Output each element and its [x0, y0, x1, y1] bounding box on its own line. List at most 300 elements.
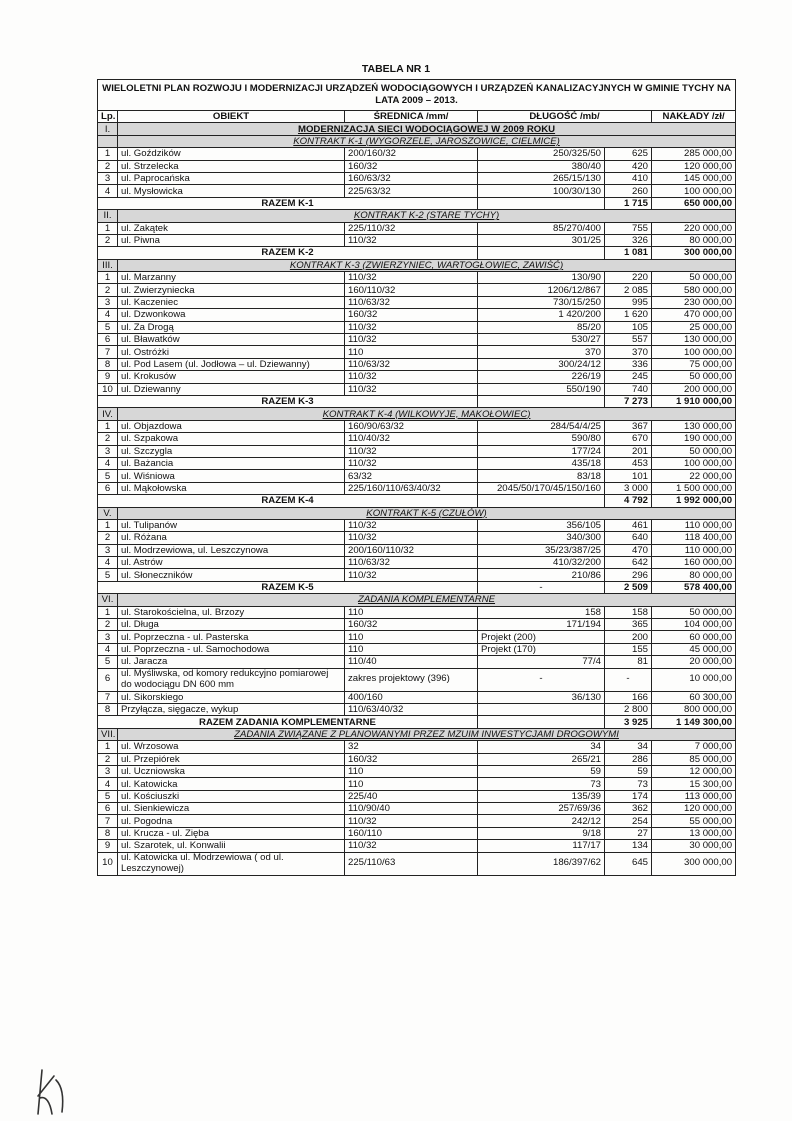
row-srednica: 110/32	[345, 532, 478, 544]
row-dlugosc-sum: 410	[605, 172, 652, 184]
row-dlugosc: 35/23/387/25	[478, 544, 605, 556]
table-row	[98, 284, 736, 296]
row-dlugosc: 210/86	[478, 569, 605, 581]
row-dlugosc-sum: -	[605, 668, 652, 691]
row-obiekt: ul. Szpakowa	[118, 433, 345, 445]
row-lp: 8	[98, 703, 118, 715]
row-naklady: 15 300,00	[652, 778, 736, 790]
row-naklady: 25 000,00	[652, 321, 736, 333]
row-obiekt: ul. Wrzosowa	[118, 741, 345, 753]
row-lp: 5	[98, 790, 118, 802]
contract-title: KONTRAKT K-1 (WYGORZELE, JAROSZOWICE, CIELMICE)	[118, 135, 736, 147]
total-label: RAZEM K-3	[98, 395, 478, 407]
row-lp: 3	[98, 445, 118, 457]
row-dlugosc: 242/12	[478, 815, 605, 827]
row-naklady: 120 000,00	[652, 803, 736, 815]
table-row	[98, 222, 736, 234]
row-srednica: 160/63/32	[345, 172, 478, 184]
row-dlugosc-sum: 420	[605, 160, 652, 172]
row-dlugosc: 77/4	[478, 656, 605, 668]
table-row	[98, 470, 736, 482]
row-dlugosc	[478, 703, 605, 715]
section-number: IV.	[98, 408, 118, 420]
table-row	[98, 643, 736, 655]
contract-heading-row	[98, 210, 736, 222]
row-lp: 1	[98, 272, 118, 284]
row-dlugosc: 300/24/12	[478, 358, 605, 370]
row-srednica: 110	[345, 606, 478, 618]
total-label: RAZEM K-4	[98, 495, 478, 507]
row-naklady: 80 000,00	[652, 234, 736, 246]
total-naklady: 578 400,00	[652, 581, 736, 593]
row-dlugosc: Projekt (200)	[478, 631, 605, 643]
row-srednica: 110/32	[345, 457, 478, 469]
row-naklady: 230 000,00	[652, 296, 736, 308]
table-row	[98, 519, 736, 531]
total-row	[98, 581, 736, 593]
row-obiekt: ul. Paprocańska	[118, 172, 345, 184]
row-lp: 9	[98, 840, 118, 852]
table-row	[98, 160, 736, 172]
row-srednica: 160/32	[345, 160, 478, 172]
row-srednica: 110	[345, 346, 478, 358]
section-number: V.	[98, 507, 118, 519]
row-dlugosc: 226/19	[478, 371, 605, 383]
table-row	[98, 852, 736, 875]
row-srednica: 160/32	[345, 309, 478, 321]
row-dlugosc-sum: 740	[605, 383, 652, 395]
row-obiekt: ul. Katowicka	[118, 778, 345, 790]
total-sum: 1 081	[605, 247, 652, 259]
row-dlugosc: 550/190	[478, 383, 605, 395]
row-lp: 6	[98, 803, 118, 815]
row-dlugosc-sum: 755	[605, 222, 652, 234]
row-dlugosc: 356/105	[478, 519, 605, 531]
row-srednica: 110/32	[345, 371, 478, 383]
row-naklady: 110 000,00	[652, 519, 736, 531]
table-row	[98, 482, 736, 494]
table-row	[98, 309, 736, 321]
row-srednica: 110/32	[345, 272, 478, 284]
row-dlugosc: 530/27	[478, 334, 605, 346]
row-naklady: 75 000,00	[652, 358, 736, 370]
total-row	[98, 247, 736, 259]
table-row	[98, 172, 736, 184]
row-srednica: 160/110	[345, 827, 478, 839]
row-naklady: 50 000,00	[652, 606, 736, 618]
row-dlugosc-sum: 2 085	[605, 284, 652, 296]
row-obiekt: ul. Modrzewiowa, ul. Leszczynowa	[118, 544, 345, 556]
row-dlugosc: 250/325/50	[478, 148, 605, 160]
row-dlugosc-sum: 557	[605, 334, 652, 346]
row-dlugosc: 340/300	[478, 532, 605, 544]
row-lp: 5	[98, 569, 118, 581]
total-naklady: 1 992 000,00	[652, 495, 736, 507]
total-row	[98, 197, 736, 209]
table-row	[98, 803, 736, 815]
table-row	[98, 668, 736, 691]
row-dlugosc-sum: 326	[605, 234, 652, 246]
row-dlugosc-sum: 155	[605, 643, 652, 655]
row-dlugosc-sum: 59	[605, 765, 652, 777]
total-mid	[478, 395, 605, 407]
row-dlugosc: 83/18	[478, 470, 605, 482]
row-dlugosc-sum: 461	[605, 519, 652, 531]
row-srednica: 200/160/110/32	[345, 544, 478, 556]
table-row	[98, 383, 736, 395]
row-naklady: 7 000,00	[652, 741, 736, 753]
row-obiekt: ul. Objazdowa	[118, 420, 345, 432]
row-lp: 2	[98, 532, 118, 544]
row-lp: 2	[98, 234, 118, 246]
total-mid	[478, 197, 605, 209]
row-naklady: 160 000,00	[652, 557, 736, 569]
contract-title: KONTRAKT K-3 (ZWIERZYNIEC, WARTOGŁOWIEC, ZAWIŚĆ)	[118, 259, 736, 271]
row-naklady: 85 000,00	[652, 753, 736, 765]
row-naklady: 145 000,00	[652, 172, 736, 184]
row-dlugosc: 730/15/250	[478, 296, 605, 308]
row-naklady: 104 000,00	[652, 619, 736, 631]
row-dlugosc-sum: 220	[605, 272, 652, 284]
row-dlugosc-sum: 470	[605, 544, 652, 556]
row-dlugosc-sum: 166	[605, 691, 652, 703]
row-lp: 1	[98, 606, 118, 618]
row-lp: 2	[98, 284, 118, 296]
row-lp: 9	[98, 371, 118, 383]
total-sum: 2 509	[605, 581, 652, 593]
section-number: VII.	[98, 728, 118, 740]
row-lp: 2	[98, 160, 118, 172]
row-srednica: 110/32	[345, 815, 478, 827]
row-lp: 6	[98, 334, 118, 346]
row-naklady: 12 000,00	[652, 765, 736, 777]
row-srednica: 32	[345, 741, 478, 753]
row-naklady: 120 000,00	[652, 160, 736, 172]
row-dlugosc: 9/18	[478, 827, 605, 839]
row-obiekt: ul. Zakątek	[118, 222, 345, 234]
row-obiekt: ul. Uczniowska	[118, 765, 345, 777]
row-lp: 1	[98, 222, 118, 234]
row-dlugosc-sum: 174	[605, 790, 652, 802]
total-label: RAZEM ZADANIA KOMPLEMENTARNE	[98, 716, 478, 728]
total-naklady: 650 000,00	[652, 197, 736, 209]
row-obiekt: ul. Katowicka ul. Modrzewiowa ( od ul. Leszczynowej)	[118, 852, 345, 875]
row-naklady: 13 000,00	[652, 827, 736, 839]
row-lp: 7	[98, 346, 118, 358]
row-dlugosc-sum: 73	[605, 778, 652, 790]
row-obiekt: ul. Dzwonkowa	[118, 309, 345, 321]
contract-heading-row	[98, 728, 736, 740]
table-row	[98, 358, 736, 370]
header-obiekt: OBIEKT	[118, 111, 345, 123]
row-srednica: 110	[345, 765, 478, 777]
row-srednica: 110/32	[345, 519, 478, 531]
row-srednica: 110/32	[345, 321, 478, 333]
row-srednica: 110	[345, 778, 478, 790]
row-naklady: 200 000,00	[652, 383, 736, 395]
row-obiekt: ul. Krucza - ul. Zięba	[118, 827, 345, 839]
row-lp: 7	[98, 691, 118, 703]
row-dlugosc: 1 420/200	[478, 309, 605, 321]
contract-title: ZADANIA KOMPLEMENTARNE	[118, 594, 736, 606]
row-dlugosc: 171/194	[478, 619, 605, 631]
section-heading-row	[98, 123, 736, 135]
row-obiekt: ul. Słoneczników	[118, 569, 345, 581]
row-lp: 4	[98, 457, 118, 469]
row-dlugosc-sum: 640	[605, 532, 652, 544]
table-row	[98, 532, 736, 544]
table-row	[98, 765, 736, 777]
table-row	[98, 272, 736, 284]
row-obiekt: ul. Marzanny	[118, 272, 345, 284]
table-row	[98, 234, 736, 246]
row-obiekt: ul. Astrów	[118, 557, 345, 569]
row-srednica: 110/40	[345, 656, 478, 668]
row-srednica: 225/160/110/63/40/32	[345, 482, 478, 494]
table-row	[98, 741, 736, 753]
table-row	[98, 840, 736, 852]
table-row	[98, 557, 736, 569]
row-naklady: 22 000,00	[652, 470, 736, 482]
total-sum: 7 273	[605, 395, 652, 407]
row-lp: 3	[98, 765, 118, 777]
row-dlugosc-sum: 34	[605, 741, 652, 753]
header-dlugosc: DŁUGOŚĆ /mb/	[478, 111, 652, 123]
row-dlugosc-sum: 625	[605, 148, 652, 160]
row-lp: 6	[98, 482, 118, 494]
total-sum: 3 925	[605, 716, 652, 728]
row-dlugosc: 265/15/130	[478, 172, 605, 184]
section-number: II.	[98, 210, 118, 222]
row-lp: 7	[98, 815, 118, 827]
row-dlugosc: -	[478, 668, 605, 691]
row-srednica: 110/63/32	[345, 358, 478, 370]
row-obiekt: ul. Dziewanny	[118, 383, 345, 395]
row-obiekt: ul. Goździków	[118, 148, 345, 160]
row-dlugosc-sum: 254	[605, 815, 652, 827]
table-row	[98, 346, 736, 358]
row-lp: 5	[98, 321, 118, 333]
contract-heading-row	[98, 259, 736, 271]
section-number: III.	[98, 259, 118, 271]
section-number: I.	[98, 123, 118, 135]
row-obiekt: ul. Pogodna	[118, 815, 345, 827]
row-dlugosc: 1206/12/867	[478, 284, 605, 296]
row-dlugosc: 410/32/200	[478, 557, 605, 569]
row-lp: 2	[98, 753, 118, 765]
row-srednica: 110/32	[345, 840, 478, 852]
row-srednica: 110/40/32	[345, 433, 478, 445]
table-title: WIELOLETNI PLAN ROZWOJU I MODERNIZACJI URZĄDZEŃ WODOCIĄGOWYCH I URZĄDZEŃ KANALIZACYJNYCH W GMINIE TYCHY NA LATA 2009 – 2013.	[98, 80, 736, 111]
table-row	[98, 433, 736, 445]
row-dlugosc-sum: 296	[605, 569, 652, 581]
row-lp: 3	[98, 631, 118, 643]
row-naklady: 190 000,00	[652, 433, 736, 445]
row-lp: 1	[98, 148, 118, 160]
row-naklady: 100 000,00	[652, 457, 736, 469]
table-row	[98, 656, 736, 668]
row-obiekt: ul. Długa	[118, 619, 345, 631]
row-obiekt: ul. Poprzeczna - ul. Samochodowa	[118, 643, 345, 655]
total-naklady: 1 910 000,00	[652, 395, 736, 407]
row-naklady: 1 500 000,00	[652, 482, 736, 494]
total-naklady: 1 149 300,00	[652, 716, 736, 728]
total-label: RAZEM K-5	[98, 581, 478, 593]
row-naklady: 45 000,00	[652, 643, 736, 655]
total-mid	[478, 716, 605, 728]
section-number: VI.	[98, 594, 118, 606]
investment-plan-table	[97, 79, 736, 876]
row-naklady: 10 000,00	[652, 668, 736, 691]
row-dlugosc: 435/18	[478, 457, 605, 469]
row-dlugosc-sum: 2 800	[605, 703, 652, 715]
row-naklady: 50 000,00	[652, 445, 736, 457]
row-dlugosc: 370	[478, 346, 605, 358]
row-dlugosc-sum: 336	[605, 358, 652, 370]
row-dlugosc-sum: 370	[605, 346, 652, 358]
table-row	[98, 457, 736, 469]
row-naklady: 60 300,00	[652, 691, 736, 703]
contract-heading-row	[98, 507, 736, 519]
row-dlugosc-sum: 995	[605, 296, 652, 308]
row-srednica: 160/110/32	[345, 284, 478, 296]
row-dlugosc: Projekt (170)	[478, 643, 605, 655]
row-obiekt: ul. Wiśniowa	[118, 470, 345, 482]
row-naklady: 113 000,00	[652, 790, 736, 802]
table-row	[98, 544, 736, 556]
row-srednica: 110/32	[345, 234, 478, 246]
row-dlugosc-sum: 286	[605, 753, 652, 765]
row-obiekt: ul. Piwna	[118, 234, 345, 246]
row-obiekt: ul. Kościuszki	[118, 790, 345, 802]
total-row	[98, 495, 736, 507]
row-naklady: 800 000,00	[652, 703, 736, 715]
row-lp: 5	[98, 470, 118, 482]
contract-title: ZADANIA ZWIĄZANE Z PLANOWANYMI PRZEZ MZUIM INWESTYCJAMI DROGOWYMI	[118, 728, 736, 740]
table-row	[98, 334, 736, 346]
row-dlugosc-sum: 670	[605, 433, 652, 445]
table-row	[98, 606, 736, 618]
handwritten-signature	[28, 1066, 76, 1118]
row-naklady: 110 000,00	[652, 544, 736, 556]
row-obiekt: ul. Bażancia	[118, 457, 345, 469]
row-lp: 8	[98, 358, 118, 370]
table-label: TABELA NR 1	[361, 63, 431, 75]
row-obiekt: ul. Jaracza	[118, 656, 345, 668]
section-spacer	[98, 135, 118, 147]
row-obiekt: ul. Sikorskiego	[118, 691, 345, 703]
table-row	[98, 321, 736, 333]
table-row	[98, 445, 736, 457]
row-obiekt: ul. Mąkołowska	[118, 482, 345, 494]
row-obiekt: ul. Myśliwska, od komory redukcyjno pomiarowej do wodociągu DN 600 mm	[118, 668, 345, 691]
header-lp: Lp.	[98, 111, 118, 123]
row-dlugosc: 590/80	[478, 433, 605, 445]
row-dlugosc-sum: 367	[605, 420, 652, 432]
total-row	[98, 716, 736, 728]
row-lp: 4	[98, 185, 118, 197]
row-naklady: 60 000,00	[652, 631, 736, 643]
row-obiekt: ul. Zwierzyniecka	[118, 284, 345, 296]
row-lp: 1	[98, 420, 118, 432]
table-row	[98, 827, 736, 839]
table-row	[98, 703, 736, 715]
row-dlugosc-sum: 1 620	[605, 309, 652, 321]
table-row	[98, 790, 736, 802]
row-naklady: 100 000,00	[652, 185, 736, 197]
total-label: RAZEM K-1	[98, 197, 478, 209]
total-mid	[478, 247, 605, 259]
row-obiekt: ul. Sienkiewicza	[118, 803, 345, 815]
row-dlugosc: 85/20	[478, 321, 605, 333]
row-dlugosc: 158	[478, 606, 605, 618]
row-dlugosc-sum: 245	[605, 371, 652, 383]
table-title-row	[98, 80, 736, 111]
row-srednica: 160/32	[345, 619, 478, 631]
row-lp: 10	[98, 852, 118, 875]
row-dlugosc-sum: 642	[605, 557, 652, 569]
row-srednica: 110	[345, 631, 478, 643]
row-srednica: 110/63/32	[345, 296, 478, 308]
row-obiekt: ul. Pod Lasem (ul. Jodłowa – ul. Dziewanny)	[118, 358, 345, 370]
contract-title: KONTRAKT K-2 (STARE TYCHY)	[118, 210, 736, 222]
row-srednica: 110/32	[345, 445, 478, 457]
row-naklady: 130 000,00	[652, 334, 736, 346]
row-lp: 1	[98, 519, 118, 531]
row-lp: 8	[98, 827, 118, 839]
row-dlugosc: 73	[478, 778, 605, 790]
row-lp: 2	[98, 433, 118, 445]
contract-heading-row	[98, 408, 736, 420]
row-srednica: 110/63/32	[345, 557, 478, 569]
row-srednica: 400/160	[345, 691, 478, 703]
row-obiekt: ul. Poprzeczna - ul. Pasterska	[118, 631, 345, 643]
header-row	[98, 111, 736, 123]
row-srednica: 225/63/32	[345, 185, 478, 197]
row-obiekt: Przyłącza, sięgacze, wykup	[118, 703, 345, 715]
row-dlugosc-sum: 365	[605, 619, 652, 631]
table-row	[98, 753, 736, 765]
row-dlugosc-sum: 81	[605, 656, 652, 668]
row-naklady: 220 000,00	[652, 222, 736, 234]
row-lp: 3	[98, 544, 118, 556]
row-naklady: 55 000,00	[652, 815, 736, 827]
row-dlugosc-sum: 3 000	[605, 482, 652, 494]
row-obiekt: ul. Tulipanów	[118, 519, 345, 531]
row-naklady: 30 000,00	[652, 840, 736, 852]
table-row	[98, 778, 736, 790]
row-lp: 5	[98, 656, 118, 668]
row-srednica: 110/90/40	[345, 803, 478, 815]
row-lp: 4	[98, 309, 118, 321]
row-dlugosc: 59	[478, 765, 605, 777]
total-row	[98, 395, 736, 407]
row-naklady: 470 000,00	[652, 309, 736, 321]
table-row	[98, 619, 736, 631]
contract-heading-row	[98, 594, 736, 606]
row-srednica: 160/32	[345, 753, 478, 765]
row-naklady: 300 000,00	[652, 852, 736, 875]
row-lp: 3	[98, 172, 118, 184]
row-obiekt: ul. Starokościelna, ul. Brzozy	[118, 606, 345, 618]
row-obiekt: ul. Kaczeniec	[118, 296, 345, 308]
table-row	[98, 371, 736, 383]
row-lp: 4	[98, 557, 118, 569]
row-dlugosc-sum: 158	[605, 606, 652, 618]
row-dlugosc-sum: 200	[605, 631, 652, 643]
table-row	[98, 185, 736, 197]
row-dlugosc: 130/90	[478, 272, 605, 284]
